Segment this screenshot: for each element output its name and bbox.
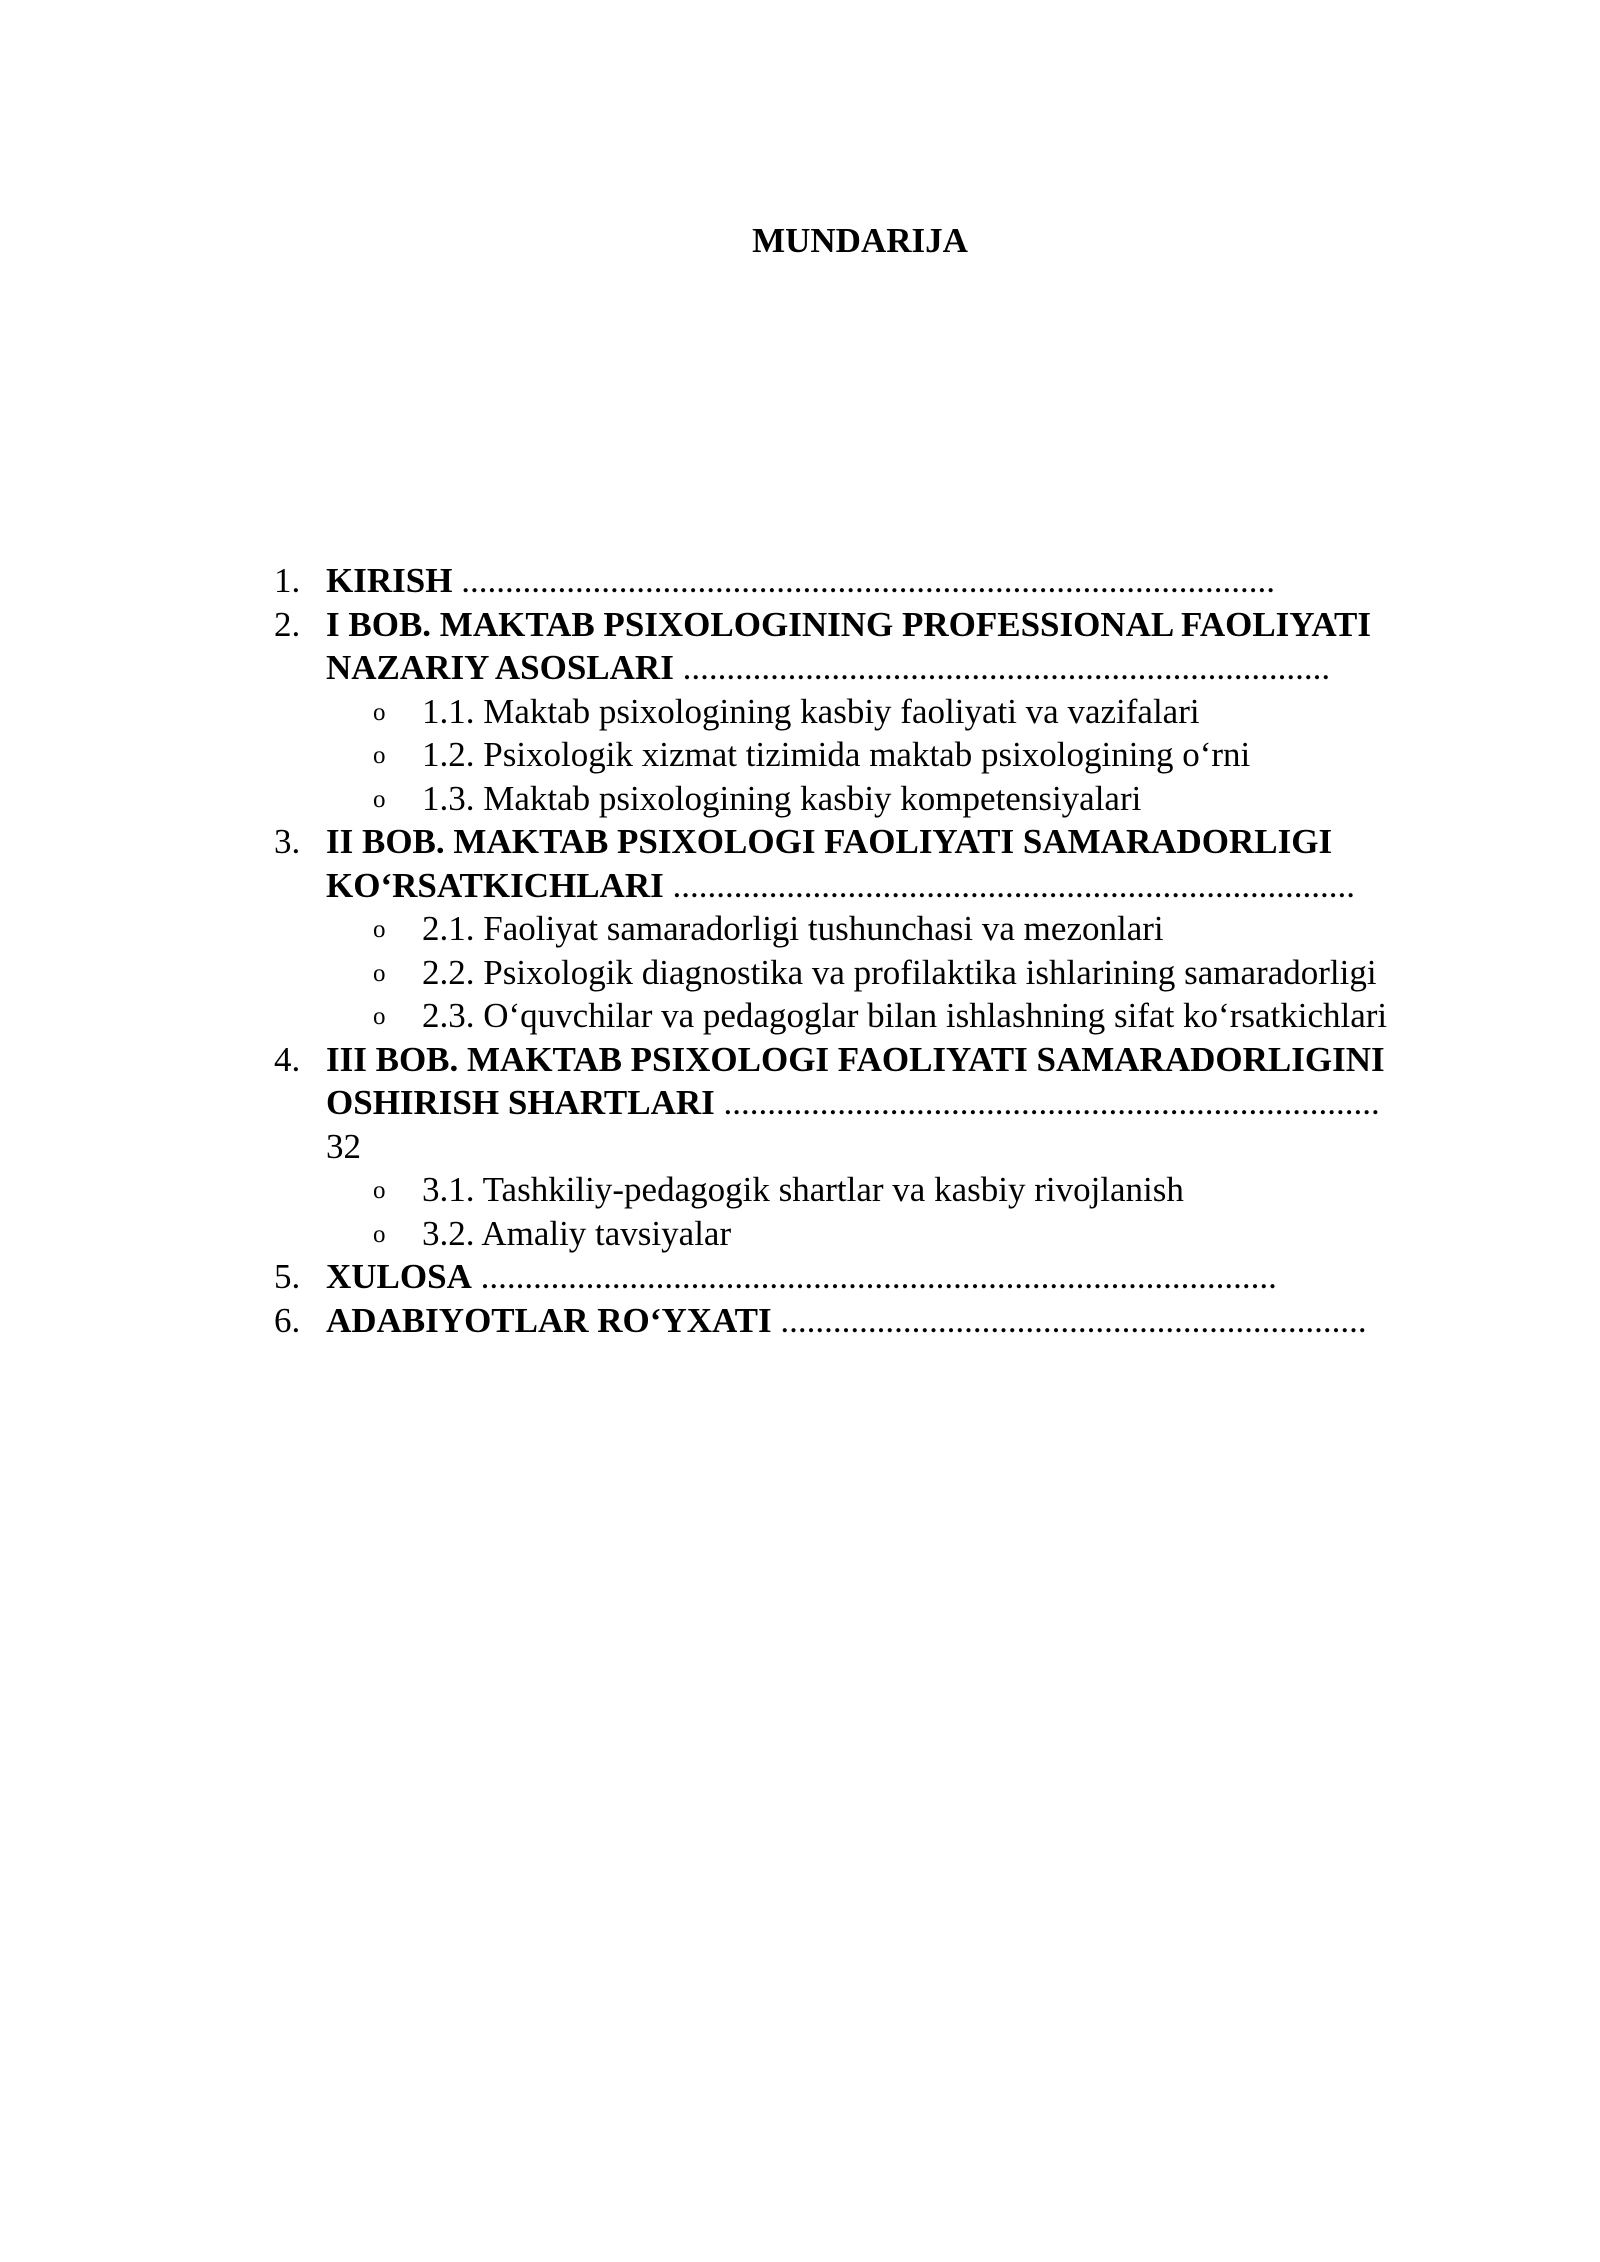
toc-entry-continuation [0, 864, 1600, 908]
bullet-icon: o [373, 742, 386, 769]
subentry-title: 2.1. Faoliyat samaradorligi tushunchasi va mezonlari [422, 909, 1164, 948]
entry-title: ADABIYOTLAR RO‘YXATI [326, 1300, 772, 1340]
page-title: MUNDARIJA [752, 221, 968, 260]
bullet-icon: o [373, 785, 386, 813]
dot-leader: .............................................................................. [663, 865, 1355, 905]
entry-title: II BOB. MAKTAB PSIXOLOGI FAOLIYATI SAMARADORLIGI [326, 822, 1333, 861]
bullet-icon: o [373, 698, 386, 726]
toc-subentry[interactable] [0, 733, 1600, 777]
toc-page-number-row [0, 1125, 1600, 1169]
dot-leader: ........................................................................................... [471, 1257, 1277, 1296]
dot-leader: ............................................................................................. [452, 561, 1275, 600]
bullet-icon: o [373, 1003, 386, 1030]
toc-entry-continuation [0, 1081, 1600, 1125]
entry-number: 6. [274, 1300, 301, 1340]
toc-entry-chapter-1[interactable] [0, 603, 1600, 647]
dot-leader: ........................................................................... [714, 1083, 1380, 1122]
subentry-title: 1.2. Psixologik xizmat tizimida maktab psixologining o‘rni [422, 735, 1251, 774]
subentry-title: 3.1. Tashkiliy-pedagogik shartlar va kasbiy rivojlanish [422, 1170, 1184, 1209]
entry-title: III BOB. MAKTAB PSIXOLOGI FAOLIYATI SAMARADORLIGINI [326, 1039, 1385, 1079]
entry-number: 5. [274, 1257, 301, 1296]
toc-subentry[interactable] [0, 1168, 1600, 1212]
entry-title-continuation: OSHIRISH SHARTLARI [326, 1083, 715, 1122]
bullet-icon: o [373, 1220, 386, 1248]
bullet-icon: o [373, 916, 386, 943]
toc-subentry[interactable] [0, 907, 1600, 951]
subentry-title: 1.3. Maktab psixologining kasbiy kompetensiyalari [422, 778, 1142, 818]
entry-title: XULOSA [326, 1257, 472, 1296]
entry-number: 1. [274, 561, 301, 600]
entry-title-continuation: NAZARIY ASOSLARI [326, 648, 674, 687]
dot-leader: ................................................................... [771, 1300, 1367, 1340]
toc-subentry[interactable] [0, 1212, 1600, 1256]
subentry-title: 3.2. Amaliy tavsiyalar [422, 1213, 732, 1253]
toc-entry-xulosa[interactable] [0, 1255, 1600, 1299]
bullet-icon: o [373, 959, 386, 987]
subentry-title: 2.3. O‘quvchilar va pedagoglar bilan ishlashning sifat ko‘rsatkichlari [422, 996, 1388, 1035]
toc-entry-continuation [0, 646, 1600, 690]
toc-subentry[interactable] [0, 777, 1600, 821]
toc-subentry[interactable] [0, 690, 1600, 734]
entry-title: KIRISH [326, 561, 453, 600]
toc-subentry[interactable] [0, 994, 1600, 1038]
entry-number: 3. [274, 822, 301, 861]
bullet-icon: o [373, 1177, 386, 1204]
toc-entry-adabiyotlar[interactable] [0, 1299, 1600, 1343]
toc-entry-chapter-3[interactable] [0, 1038, 1600, 1082]
subentry-title: 2.2. Psixologik diagnostika va profilaktika ishlarining samaradorligi [422, 952, 1377, 992]
entry-title: I BOB. MAKTAB PSIXOLOGINING PROFESSIONAL FAOLIYATI [326, 604, 1372, 644]
entry-number: 4. [274, 1039, 301, 1079]
entry-title-continuation: KO‘RSATKICHLARI [326, 865, 664, 905]
toc-entry-kirish[interactable] [0, 559, 1600, 603]
table-of-contents [0, 559, 1600, 1342]
entry-number: 2. [274, 604, 301, 644]
page-number: 32 [326, 1126, 361, 1166]
subentry-title: 1.1. Maktab psixologining kasbiy faoliyati va vazifalari [422, 691, 1200, 731]
toc-entry-chapter-2[interactable] [0, 820, 1600, 864]
toc-subentry[interactable] [0, 951, 1600, 995]
dot-leader: .......................................................................... [673, 648, 1331, 687]
